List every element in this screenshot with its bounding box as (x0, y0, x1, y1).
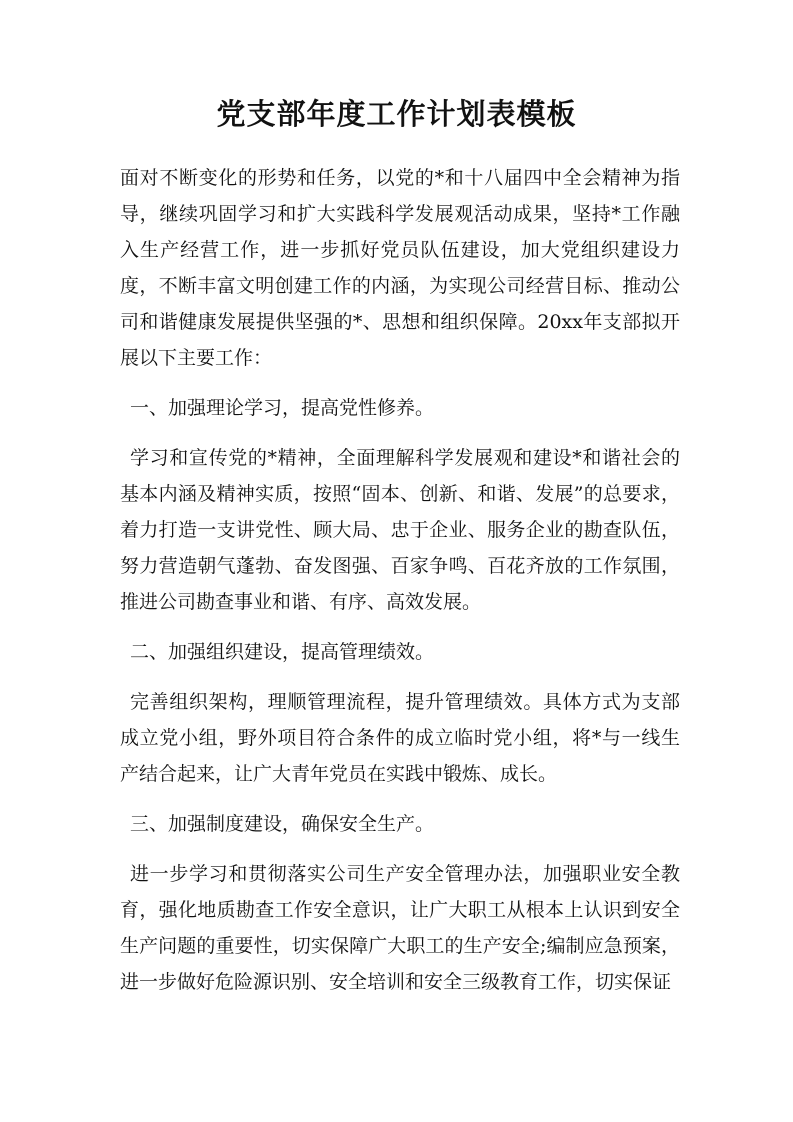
document-body (120, 160, 680, 1014)
intro-paragraph: 面对不断变化的形势和任务，以党的*和十八届四中全会精神为指导，继续巩固学习和扩大实践科学发展观活动成果，坚持*工作融入生产经营工作，进一步抓好党员队伍建设，加大党组织建设力度，不断丰富文明创建工作的内涵，为实现公司经营目标、推动公司和谐健康发展提供坚强的*、思想和组织保障。20xx年支部拟开展以下主要工作： (120, 167, 680, 369)
section-heading-1: 一、加强理论学习，提高党性修养。 (130, 397, 435, 419)
section-paragraph-2: 完善组织架构，理顺管理流程，提升管理绩效。具体方式为支部成立党小组，野外项目符合条件的成立临时党小组，将*与一线生产结合起来，让广大青年党员在实践中锻炼、成长。 (120, 691, 680, 785)
section-heading-3: 三、加强制度建设，确保安全生产。 (130, 813, 435, 835)
section-paragraph-1: 学习和宣传党的*精神，全面理解科学发展观和建设*和谐社会的基本内涵及精神实质，按照“固本、创新、和谐、发展”的总要求，着力打造一支讲党性、顾大局、忠于企业、服务企业的勘查队伍，努力营造朝气蓬勃、奋发图强、百家争鸣、百花齐放的工作氛围，推进公司勘查事业和谐、有序、高效发展。 (120, 447, 680, 613)
section-paragraph-3: 进一步学习和贯彻落实公司生产安全管理办法，加强职业安全教育，强化地质勘查工作安全意识，让广大职工从根本上认识到安全生产问题的重要性，切实保障广大职工的生产安全;编制应急预案，进一步做好危险源识别、安全培训和安全三级教育工作，切实保证 (120, 863, 680, 993)
document-title: 党支部年度工作计划表模板 (216, 97, 577, 131)
section-heading-2: 二、加强组织建设，提高管理绩效。 (130, 641, 435, 663)
